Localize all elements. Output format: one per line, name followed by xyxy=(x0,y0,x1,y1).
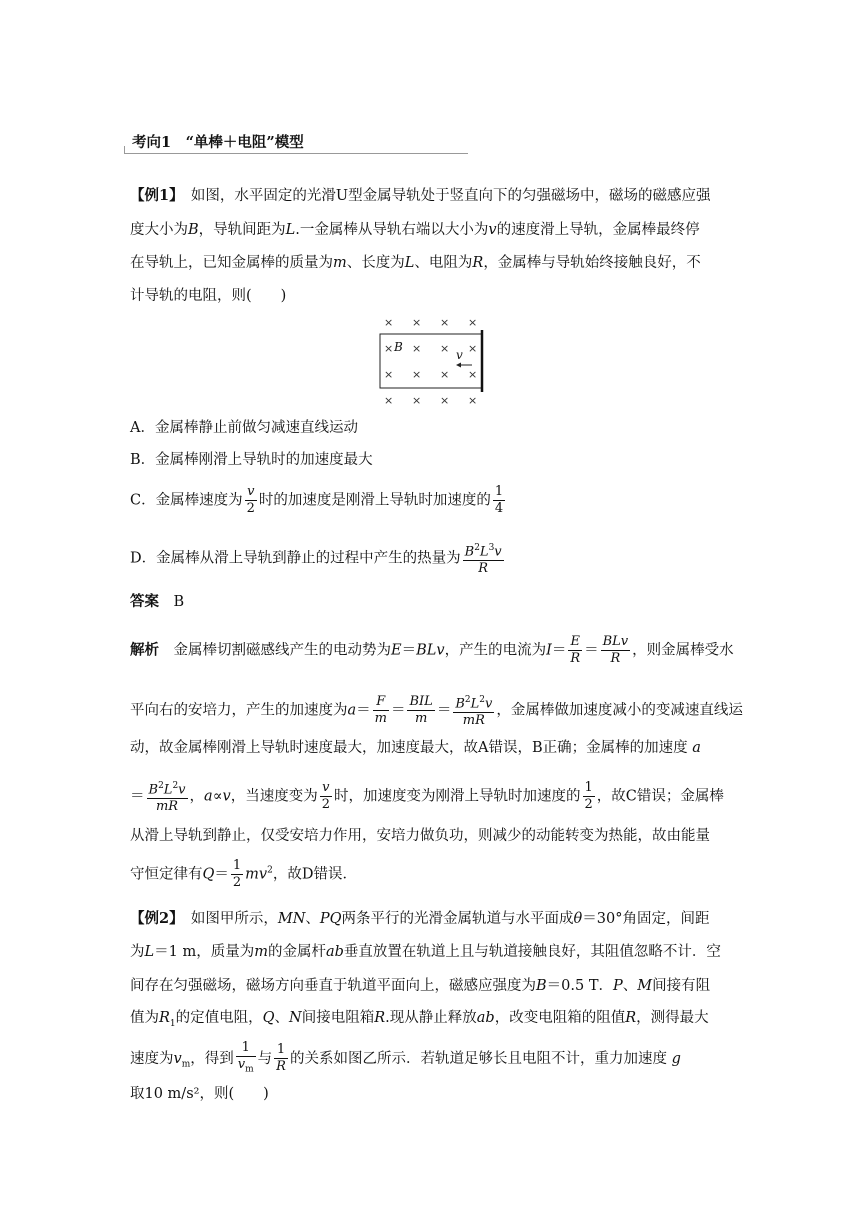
answer: 答案 B xyxy=(130,593,185,610)
label-B: B xyxy=(394,340,403,354)
option-d: D．金属棒从滑上导轨到静止的过程中产生的热量为 $\frac{B^2L^3v}{R}$ xyxy=(130,540,506,577)
analysis-line-2: 平向右的安培力，产生的加速度为a＝ $\frac{F}{m}$ ＝ $\frac{\text{BIL}}{m}$ ＝ $\frac{B^2L^2v}{mR}$ ，金属棒做加速度减小的变减速直线运 xyxy=(130,692,743,729)
ex2-line-2: 为L＝1 m，质量为m的金属杆ab垂直放置在轨道上且与轨道接触良好，其阻值忽略不计．空 xyxy=(130,944,721,960)
ex1-line-1: 【例1】 如图，水平固定的光滑U型金属导轨处于竖直向下的匀强磁场中，磁场的磁感应强 xyxy=(130,187,711,204)
ex1-line-2: 度大小为B，导轨间距为L.一金属棒从导轨右端以大小为v的速度滑上导轨，金属棒最终停 xyxy=(130,222,700,238)
ex1-line-4: 计导轨的电阻，则( ) xyxy=(130,288,287,304)
ex2-line-3: 间存在匀强磁场，磁场方向垂直于轨道平面向上，磁感应强度为B＝0.5 T．P、M间接有阻 xyxy=(130,978,711,994)
analysis-line-6: 守恒定律有Q＝ $\frac{1}{2}$ $mv^2$，故D错误． xyxy=(130,858,357,890)
section-rule-tick xyxy=(124,146,125,153)
option-c: C．金属棒速度为 $\frac{v}{2}$ 时的加速度是刚滑上导轨时加速度的 $\frac{1}{4}$ xyxy=(130,484,504,516)
analysis-line-4: ＝ $\frac{B^2L^2v}{mR}$ ，a∝v，当速度变为 $\frac{v}{2}$ 时，加速度变为刚滑上导轨时加速度的 $\frac{1}{2}$ ，故C错误；金属棒 xyxy=(130,778,724,815)
ex2-line-5: 速度为$v_m$，得到 $\frac{1}{v_m}$ 与 $\frac{1}{R}$ 的关系如图乙所示．若轨道足够长且电阻不计，重力加速度 g xyxy=(130,1040,681,1075)
option-a: A．金属棒静止前做匀减速直线运动 xyxy=(130,420,358,436)
ex2-line-6: 取10 m/s²，则( ) xyxy=(130,1086,269,1102)
analysis-line-5: 从滑上导轨到静止，仅受安培力作用，安培力做负功，则减少的动能转变为热能，故由能量 xyxy=(130,828,710,844)
option-b: B．金属棒刚滑上导轨时的加速度最大 xyxy=(130,452,373,468)
analysis-line-1: 解析 金属棒切割磁感线产生的电动势为E＝BLv，产生的电流为I＝ $\frac{E}{R}$ ＝ $\frac{\text{BLv}}{R}$ ，则金属棒受水 xyxy=(130,634,734,666)
ex2-line-4: 值为$R_1$的定值电阻，Q、N间接电阻箱R.现从静止释放ab，改变电阻箱的阻值R，测得最大 xyxy=(130,1010,709,1029)
magnetic-field-figure: × × × × × B × × × v × × × × × × × × xyxy=(372,316,492,408)
label-v: v xyxy=(456,348,463,362)
ex2-line-1: 【例2】 如图甲所示，MN、PQ两条平行的光滑金属轨道与水平面成θ＝30°角固定，间距 xyxy=(130,910,710,927)
ex1-line-3: 在导轨上，已知金属棒的质量为m、长度为L、电阻为R，金属棒与导轨始终接触良好，不 xyxy=(130,255,701,271)
section-rule xyxy=(124,153,468,154)
section-title: 考向1 “单棒＋电阻”模型 xyxy=(132,134,304,151)
analysis-line-3: 动，故金属棒刚滑上导轨时速度最大，加速度最大，故A错误，B正确；金属棒的加速度 a xyxy=(130,740,701,756)
